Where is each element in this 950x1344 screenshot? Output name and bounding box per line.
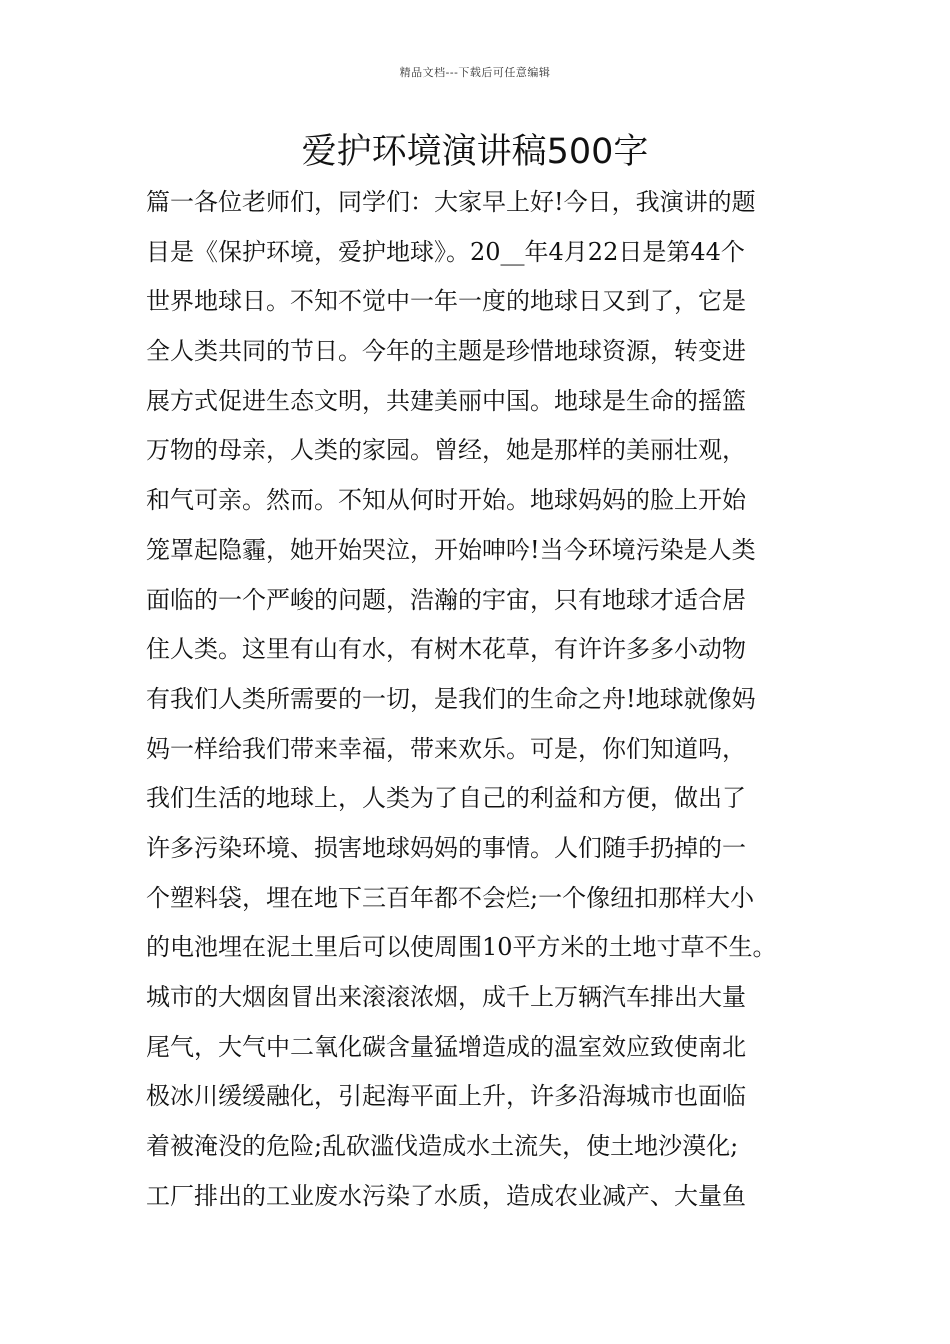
body-line: 面临的一个严峻的问题，浩瀚的宇宙，只有地球才适合居 [146, 585, 746, 614]
body-line: 笼罩起隐霾，她开始哭泣，开始呻吟!当今环境污染是人类 [146, 535, 756, 564]
body-line: 和气可亲。然而。不知从何时开始。地球妈妈的脸上开始 [146, 486, 746, 515]
body-line: 妈一样给我们带来幸福，带来欢乐。可是，你们知道吗， [146, 734, 746, 763]
body-line: 工厂排出的工业废水污染了水质，造成农业减产、大量鱼 [146, 1181, 746, 1210]
body-line: 极冰川缓缓融化，引起海平面上升，许多沿海城市也面临 [146, 1082, 746, 1111]
body-line: 着被淹没的危险;乱砍滥伐造成水土流失，使土地沙漠化; [146, 1132, 739, 1161]
body-line: 全人类共同的节日。今年的主题是珍惜地球资源，转变进 [146, 337, 746, 366]
body-line: 城市的大烟囱冒出来滚滚浓烟，成千上万辆汽车排出大量 [146, 983, 746, 1011]
body-line: 有我们人类所需要的一切，是我们的生命之舟!地球就像妈 [146, 684, 756, 713]
header-note: 精品文档---下载后可任意编辑 [399, 66, 551, 79]
body-line: 个塑料袋，埋在地下三百年都不会烂;一个像纽扣那样大小 [146, 883, 755, 912]
body-line: 住人类。这里有山有水，有树木花草，有许许多多小动物 [146, 635, 746, 664]
body-line: 篇一各位老师们，同学们：大家早上好!今日，我演讲的题 [146, 188, 756, 216]
body-line: 展方式促进生态文明，共建美丽中国。地球是生命的摇篮 [146, 386, 746, 415]
body-line: 许多污染环境、损害地球妈妈的事情。人们随手扔掉的一 [146, 833, 746, 862]
body-line: 目是《保护环境，爱护地球》。20__年4月22日是第44个 [146, 237, 745, 266]
page-title: 爱护环境演讲稿500字 [301, 132, 649, 172]
body-line: 我们生活的地球上，人类为了自己的利益和方便，做出了 [146, 784, 746, 813]
body-line: 世界地球日。不知不觉中一年一度的地球日又到了，它是 [146, 287, 746, 316]
body-line: 万物的母亲，人类的家园。曾经，她是那样的美丽壮观， [146, 436, 746, 465]
body-text [146, 178, 826, 1221]
body-line: 尾气，大气中二氧化碳含量猛增造成的温室效应致使南北 [146, 1032, 746, 1061]
body-line: 的电池埋在泥土里后可以使周围10平方米的土地寸草不生。 [146, 933, 777, 962]
